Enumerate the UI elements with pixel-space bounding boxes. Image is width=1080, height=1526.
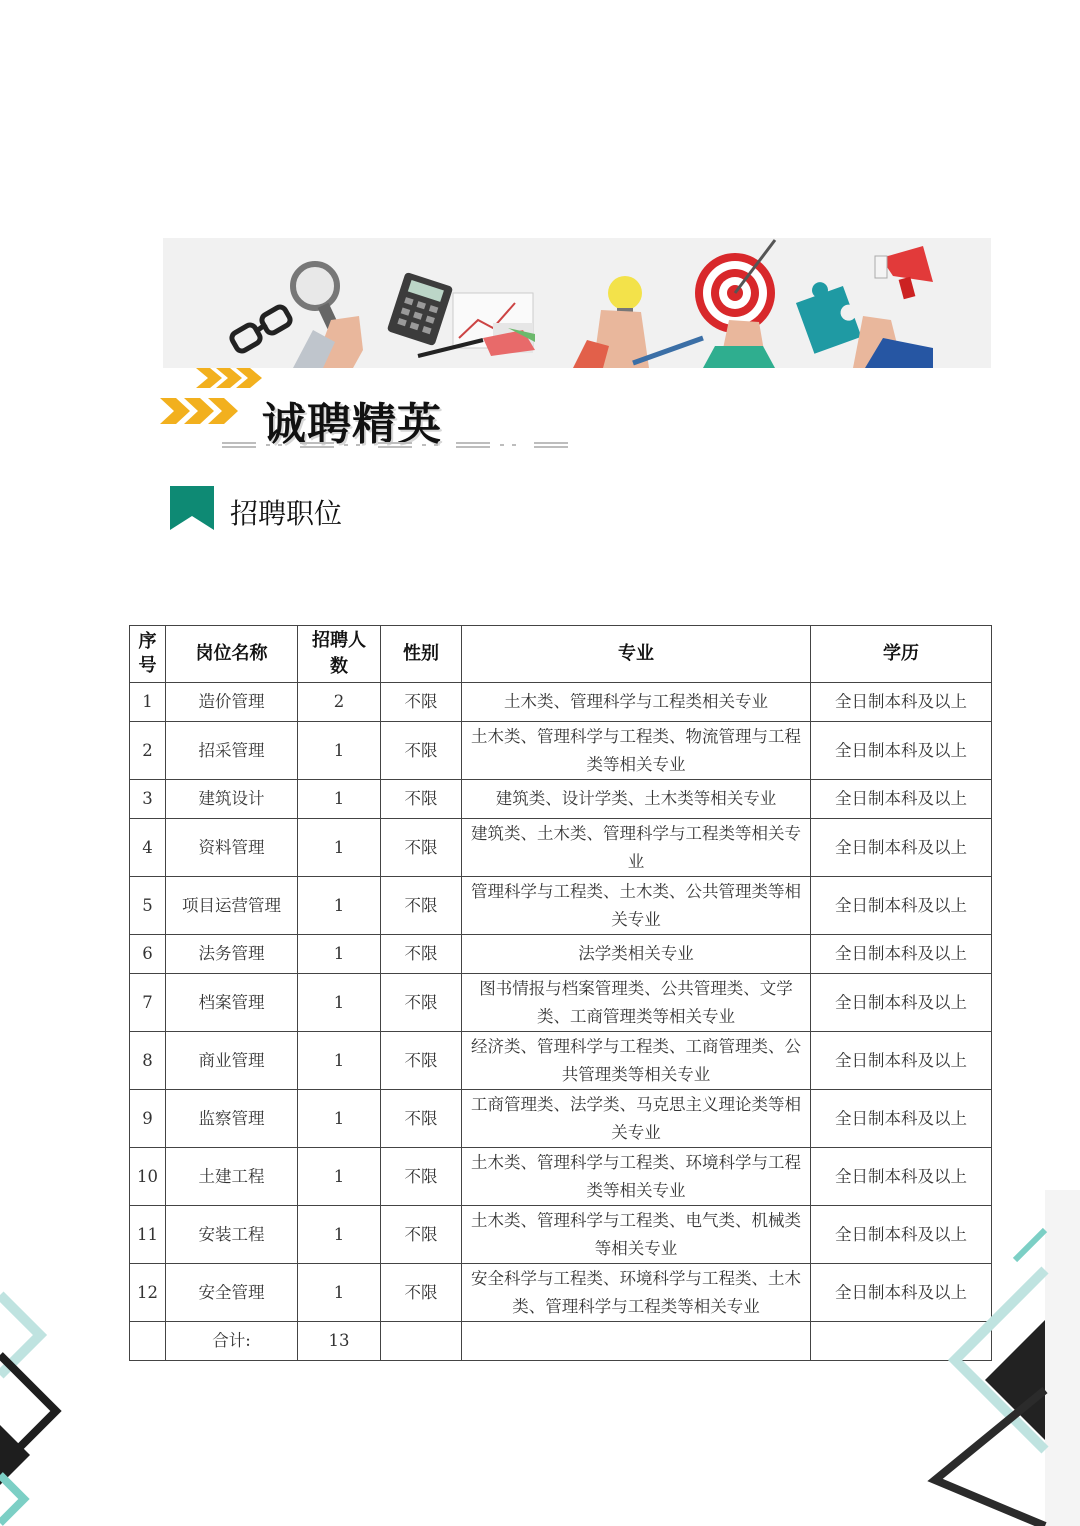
cell-position: 档案管理 (166, 974, 298, 1032)
header-no: 序号 (130, 626, 166, 683)
page-title: 诚聘精英 (262, 399, 442, 450)
cell-position: 招采管理 (166, 722, 298, 780)
cell-gender: 不限 (381, 1090, 462, 1148)
cell-education: 全日制本科及以上 (811, 1032, 992, 1090)
table-row (130, 683, 992, 722)
cell-position: 造价管理 (166, 683, 298, 722)
cell-major: 图书情报与档案管理类、公共管理类、文学类、工商管理类等相关专业 (462, 974, 811, 1032)
cell-no: 5 (130, 877, 166, 935)
glasses-icon (230, 305, 293, 353)
cell-no: 2 (130, 722, 166, 780)
cell-position: 监察管理 (166, 1090, 298, 1148)
cell-education: 全日制本科及以上 (811, 1090, 992, 1148)
cell-major: 管理科学与工程类、土木类、公共管理类等相关专业 (462, 877, 811, 935)
cell-count: 1 (298, 1148, 381, 1206)
header-education: 学历 (811, 626, 992, 683)
cell-education: 全日制本科及以上 (811, 819, 992, 877)
section-bookmark-icon (170, 486, 214, 530)
cell-no: 6 (130, 935, 166, 974)
section-title: 招聘职位 (230, 497, 343, 530)
total-row (130, 1322, 992, 1361)
header-position: 岗位名称 (166, 626, 298, 683)
cell-gender: 不限 (381, 683, 462, 722)
table-row (130, 1206, 992, 1264)
cell-education: 全日制本科及以上 (811, 722, 992, 780)
cell-gender: 不限 (381, 935, 462, 974)
header-major: 专业 (462, 626, 811, 683)
cell-no: 1 (130, 683, 166, 722)
chevron-arrows-icon (158, 366, 268, 428)
cell-major: 土木类、管理科学与工程类、环境科学与工程类等相关专业 (462, 1148, 811, 1206)
cell-position: 资料管理 (166, 819, 298, 877)
cell-count: 1 (298, 1090, 381, 1148)
cell-gender: 不限 (381, 819, 462, 877)
cell-major: 法学类相关专业 (462, 935, 811, 974)
cell-count: 1 (298, 780, 381, 819)
cell-education: 全日制本科及以上 (811, 683, 992, 722)
cell-count: 1 (298, 819, 381, 877)
cell-count: 1 (298, 935, 381, 974)
cell-education: 全日制本科及以上 (811, 935, 992, 974)
table-header-row (130, 626, 992, 683)
cell-major: 土木类、管理科学与工程类、电气类、机械类等相关专业 (462, 1206, 811, 1264)
table-row (130, 819, 992, 877)
cell-major: 经济类、管理科学与工程类、工商管理类、公共管理类等相关专业 (462, 1032, 811, 1090)
megaphone-icon (875, 246, 933, 299)
cell-gender: 不限 (381, 1206, 462, 1264)
magnifier-icon (293, 264, 363, 368)
cell-education: 全日制本科及以上 (811, 1206, 992, 1264)
cell-major: 土木类、管理科学与工程类、物流管理与工程类等相关专业 (462, 722, 811, 780)
header-count: 招聘人数 (298, 626, 381, 683)
table-row (130, 1090, 992, 1148)
table-row (130, 974, 992, 1032)
cell-position: 安全管理 (166, 1264, 298, 1322)
table-row (130, 1032, 992, 1090)
cell-count: 1 (298, 1032, 381, 1090)
target-icon (695, 240, 775, 368)
cell-no: 12 (130, 1264, 166, 1322)
cell-major: 安全科学与工程类、环境科学与工程类、土木类、管理科学与工程类等相关专业 (462, 1264, 811, 1322)
corner-decoration-right (925, 1190, 1080, 1526)
table-row (130, 1148, 992, 1206)
cell-no: 9 (130, 1090, 166, 1148)
cell-major: 土木类、管理科学与工程类相关专业 (462, 683, 811, 722)
cell-position: 安装工程 (166, 1206, 298, 1264)
cell-no: 7 (130, 974, 166, 1032)
table-row (130, 1264, 992, 1322)
cell-count: 1 (298, 1206, 381, 1264)
cell-count: 2 (298, 683, 381, 722)
cell-education: 全日制本科及以上 (811, 974, 992, 1032)
cell-major: 工商管理类、法学类、马克思主义理论类等相关专业 (462, 1090, 811, 1148)
cell-major: 建筑类、土木类、管理科学与工程类等相关专业 (462, 819, 811, 877)
cell-education: 全日制本科及以上 (811, 780, 992, 819)
job-table (129, 625, 992, 1361)
cell-position: 法务管理 (166, 935, 298, 974)
cell-gender: 不限 (381, 1148, 462, 1206)
cell-education: 全日制本科及以上 (811, 1264, 992, 1322)
cell-no: 3 (130, 780, 166, 819)
cell-major: 建筑类、设计学类、土木类等相关专业 (462, 780, 811, 819)
cell-no: 10 (130, 1148, 166, 1206)
total-label: 合计: (166, 1322, 298, 1361)
cell-gender: 不限 (381, 780, 462, 819)
cell-gender: 不限 (381, 1264, 462, 1322)
header-banner-illustration (163, 238, 991, 368)
lightbulb-icon (573, 276, 703, 368)
cell-education: 全日制本科及以上 (811, 877, 992, 935)
cell-count: 1 (298, 1264, 381, 1322)
cell-position: 土建工程 (166, 1148, 298, 1206)
cell-no: 4 (130, 819, 166, 877)
total-empty-cell (462, 1322, 811, 1361)
cell-gender: 不限 (381, 722, 462, 780)
cell-count: 1 (298, 877, 381, 935)
table-row (130, 722, 992, 780)
cell-count: 1 (298, 722, 381, 780)
cell-count: 1 (298, 974, 381, 1032)
cell-position: 建筑设计 (166, 780, 298, 819)
total-empty-cell (130, 1322, 166, 1361)
cell-gender: 不限 (381, 1032, 462, 1090)
table-row (130, 780, 992, 819)
cell-gender: 不限 (381, 974, 462, 1032)
cell-position: 商业管理 (166, 1032, 298, 1090)
total-count: 13 (298, 1322, 381, 1361)
cell-no: 11 (130, 1206, 166, 1264)
header-gender: 性别 (381, 626, 462, 683)
table-row (130, 877, 992, 935)
cell-no: 8 (130, 1032, 166, 1090)
total-empty-cell (381, 1322, 462, 1361)
cell-education: 全日制本科及以上 (811, 1148, 992, 1206)
corner-decoration-left (0, 1275, 80, 1526)
table-row (130, 935, 992, 974)
cell-gender: 不限 (381, 877, 462, 935)
title-underline-decoration (222, 440, 572, 450)
calculator-icon (387, 272, 454, 346)
cell-position: 项目运营管理 (166, 877, 298, 935)
